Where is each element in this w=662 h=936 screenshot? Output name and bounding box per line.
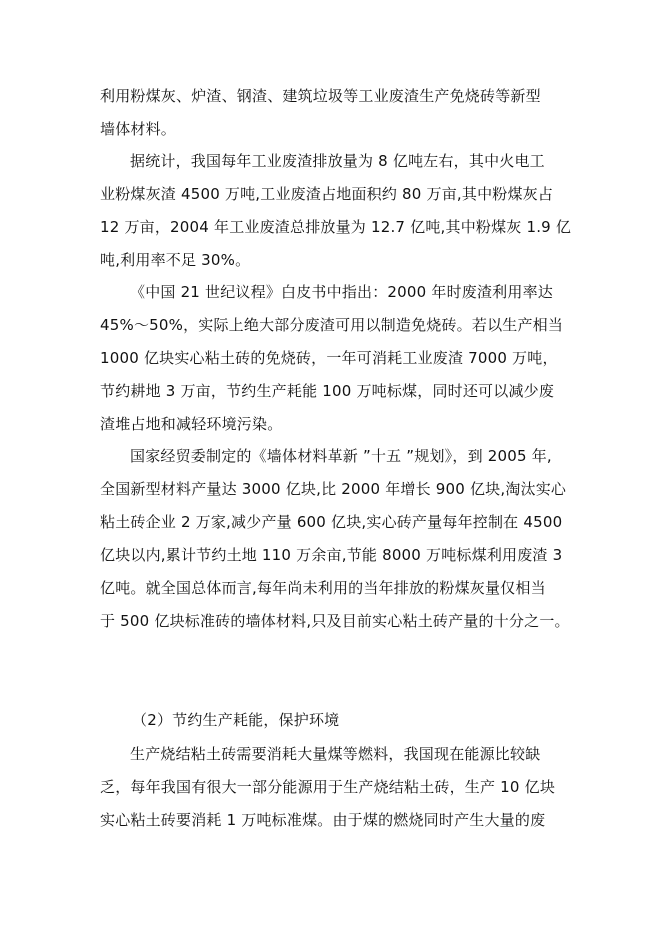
paragraph-2-line: 业粉煤灰渣 4500 万吨,工业废渣占地面积约 80 万亩,其中粉煤灰占: [100, 185, 554, 203]
paragraph-2-line: 吨,利用率不足 30%。: [100, 251, 251, 269]
paragraph-5-line: 乏，每年我国有很大一部分能源用于生产烧结粘土砖，生产 10 亿块: [100, 778, 556, 796]
paragraph-4-line: 粘土砖企业 2 万家,减少产量 600 亿块,实心砖产量每年控制在 4500: [100, 513, 563, 531]
paragraph-4-line: 全国新型材料产量达 3000 亿块,比 2000 年增长 900 亿块,淘汰实心: [100, 480, 567, 498]
paragraph-4-line: 亿块以内,累计节约土地 110 万余亩,节能 8000 万吨标煤利用废渣 3: [100, 546, 563, 564]
paragraph-3-line: 45%～50%，实际上绝大部分废渣可用以制造免烧砖。若以生产相当: [100, 316, 564, 334]
paragraph-1-line: 墙体材料。: [100, 120, 177, 138]
paragraph-5-line: 生产烧结粘土砖需要消耗大量煤等燃料，我国现在能源比较缺: [130, 745, 541, 763]
paragraph-3-line: 《中国 21 世纪议程》白皮书中指出：2000 年时废渣利用率达: [130, 283, 553, 301]
paragraph-5-line: 实心粘土砖要消耗 1 万吨标准煤。由于煤的燃烧同时产生大量的废: [100, 811, 546, 829]
paragraph-3-line: 节约耕地 3 万亩，节约生产耗能 100 万吨标煤，同时还可以减少废: [100, 382, 555, 400]
paragraph-1-line: 利用粉煤灰、炉渣、钢渣、建筑垃圾等工业废渣生产免烧砖等新型: [100, 87, 541, 105]
paragraph-3-line: 1000 亿块实心粘土砖的免烧砖，一年可消耗工业废渣 7000 万吨，: [100, 349, 558, 367]
paragraph-3-line: 渣堆占地和减轻环境污染。: [100, 415, 283, 433]
paragraph-2-line: 12 万亩，2004 年工业废渣总排放量为 12.7 亿吨,其中粉煤灰 1.9 亿: [100, 218, 572, 236]
paragraph-4-line: 于 500 亿块标准砖的墙体材料,只及目前实心粘土砖产量的十分之一。: [100, 612, 570, 630]
paragraph-4-line: 国家经贸委制定的《墙体材料革新 ”十五 ”规划》，到 2005 年,: [130, 447, 552, 465]
paragraph-2-line: 据统计，我国每年工业废渣排放量为 8 亿吨左右，其中火电工: [130, 152, 545, 170]
section-heading: （2）节约生产耗能，保护环境: [132, 711, 340, 729]
paragraph-4-line: 亿吨。就全国总体而言,每年尚未利用的当年排放的粉煤灰量仅相当: [100, 579, 546, 597]
